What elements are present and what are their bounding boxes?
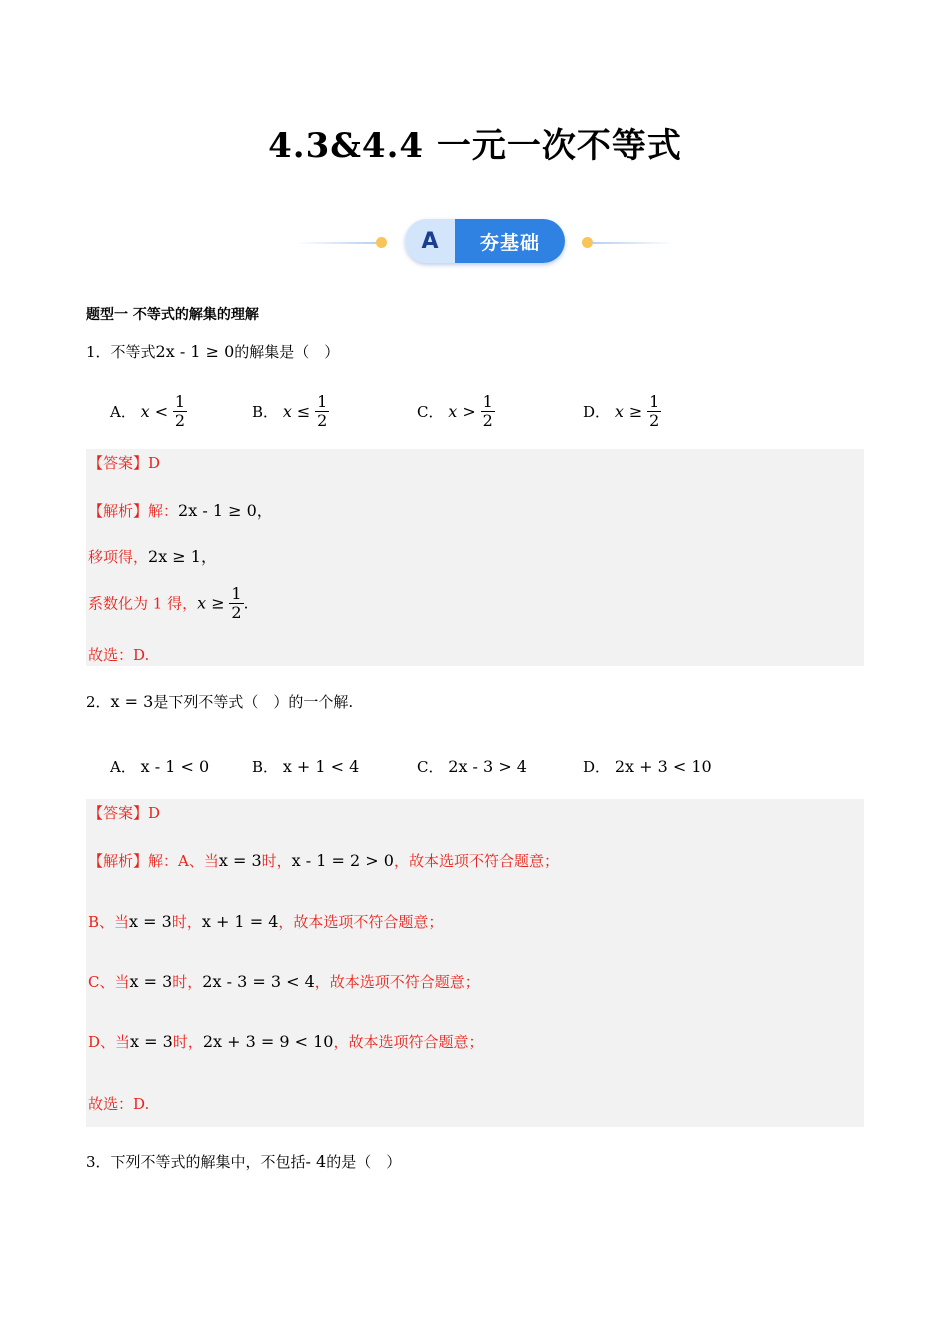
q2-answer-box	[86, 799, 864, 1127]
banner-dot-left	[376, 237, 387, 248]
q2-line-1-mid: 时，	[261, 852, 292, 870]
q2-option-c	[417, 756, 527, 777]
q1-stem-suffix: 的解集是（ ）	[234, 343, 340, 361]
q2-line-2-cond: x = 3	[129, 912, 172, 931]
q2-line-4-mid: 时，	[172, 1033, 203, 1051]
banner-line-right	[592, 242, 674, 244]
section-banner	[405, 219, 565, 263]
q2-option-c-label: C．	[417, 758, 444, 776]
q1-option-c-rel: x >	[448, 402, 476, 421]
q2-line-1-pre: 解：A、当	[148, 852, 219, 870]
q1-analysis-text-3: 系数化为 1 得，	[88, 594, 198, 613]
q1-analysis-text-2: 移项得，	[88, 548, 149, 566]
q1-option-d-label: D．	[583, 403, 611, 421]
q2-option-b-expr: x + 1 < 4	[282, 757, 360, 776]
frac-den: 2	[174, 411, 186, 430]
q2-line-3-mid: 时，	[172, 973, 203, 991]
frac-num: 1	[317, 392, 328, 411]
q1-analysis-label: 【解析】	[88, 502, 149, 520]
q1-stem-math: 2x - 1 ≥ 0	[155, 342, 235, 361]
q1-option-b-label: B．	[252, 403, 279, 421]
q2-option-d-label: D．	[583, 758, 611, 776]
q3-stem-prefix: 3．下列不等式的解集中，不包括	[86, 1153, 306, 1171]
q2-line-1-cond: x = 3	[218, 851, 262, 870]
q2-option-b	[252, 756, 359, 777]
q1-option-a-rel: x <	[140, 402, 169, 421]
q2-option-d-expr: 2x + 3 < 10	[614, 757, 712, 776]
q2-analysis-line-4	[88, 1032, 484, 1052]
frac-num: 1	[482, 392, 493, 411]
frac-num: 1	[649, 392, 660, 411]
q2-option-b-label: B．	[252, 758, 279, 776]
q1-option-b-fraction	[315, 393, 329, 430]
q1-analysis-text-1: 解：	[148, 502, 179, 520]
q2-line-3-post: ，故本选项不符合题意；	[314, 973, 480, 991]
q2-analysis-label: 【解析】	[88, 852, 149, 870]
q2-stem-math: x = 3	[110, 692, 154, 711]
q1-option-d-rel: x ≥	[614, 402, 643, 421]
q1-option-d-fraction	[647, 393, 661, 430]
q2-conclusion: 故选：D.	[88, 1095, 150, 1113]
q2-line-2-post: ，故本选项不符合题意；	[278, 913, 444, 931]
q1-stem-prefix: 1．不等式	[86, 343, 156, 361]
q2-line-1-post: ，故本选项不符合题意；	[393, 852, 559, 870]
q2-answer: 【答案】D	[88, 804, 161, 822]
q1-option-c	[417, 393, 495, 430]
q2-option-a-label: A．	[110, 758, 136, 776]
q1-analysis-line-2	[88, 547, 217, 567]
q2-stem-suffix: 是下列不等式（ ）的一个解.	[153, 693, 354, 711]
q2-stem	[86, 692, 353, 712]
banner-letter: A	[405, 219, 455, 263]
q1-option-a-fraction	[173, 393, 187, 430]
frac-den: 2	[482, 411, 493, 430]
q2-line-2-expr: x + 1 = 4	[201, 912, 279, 931]
banner-line-left	[296, 242, 378, 244]
q2-line-4-pre: D、当	[88, 1033, 131, 1051]
frac-den: 2	[231, 603, 242, 622]
section-heading: 题型一 不等式的解集的理解	[86, 307, 259, 323]
q2-stem-prefix: 2．	[86, 693, 111, 711]
q2-option-c-expr: 2x - 3 > 4	[448, 757, 527, 776]
q1-analysis-fraction	[229, 585, 243, 622]
q2-option-a	[110, 756, 209, 777]
q1-conclusion: 故选：D.	[88, 646, 150, 664]
q3-stem	[86, 1152, 401, 1172]
frac-den: 2	[649, 411, 660, 430]
q2-analysis-line-2	[88, 912, 443, 932]
q3-stem-suffix: 的是（ ）	[326, 1153, 402, 1171]
q2-line-2-mid: 时，	[171, 913, 202, 931]
q1-analysis-line-1	[88, 501, 273, 521]
q1-analysis-math-2: 2x ≥ 1，	[148, 547, 217, 566]
frac-den: 2	[317, 411, 328, 430]
q1-option-c-label: C．	[417, 403, 444, 421]
q2-analysis-line-3	[88, 972, 480, 992]
q1-option-b	[252, 393, 329, 430]
frac-num: 1	[174, 392, 186, 411]
q1-analysis-line-3	[88, 585, 248, 622]
q2-line-3-pre: C、当	[88, 973, 130, 991]
q2-analysis-line-1	[88, 851, 559, 871]
q1-analysis-end: .	[243, 594, 249, 613]
q1-option-d	[583, 393, 661, 430]
q2-line-2-pre: B、当	[88, 913, 130, 931]
q1-option-b-rel: x ≤	[282, 402, 311, 421]
q1-analysis-math-1: 2x - 1 ≥ 0，	[178, 501, 273, 520]
q2-line-4-post: ，故本选项符合题意；	[333, 1033, 484, 1051]
q3-stem-math: - 4	[305, 1152, 327, 1171]
q2-option-d	[583, 756, 712, 777]
frac-num: 1	[231, 584, 242, 603]
q1-option-a-label: A．	[110, 403, 136, 421]
q1-option-c-fraction	[481, 393, 495, 430]
q2-line-4-cond: x = 3	[130, 1032, 173, 1051]
q1-answer: 【答案】D	[88, 454, 161, 472]
q2-line-4-expr: 2x + 3 = 9 < 10	[202, 1032, 334, 1051]
page-title: 4.3&4.4 一元一次不等式	[268, 126, 682, 166]
q2-line-3-expr: 2x - 3 = 3 < 4	[202, 972, 315, 991]
q1-analysis-math-3: x ≥	[197, 593, 225, 613]
q2-option-a-expr: x - 1 < 0	[140, 757, 210, 776]
q1-option-a	[110, 393, 187, 430]
q2-line-1-expr: x - 1 = 2 > 0	[291, 851, 394, 870]
banner-label: 夯基础	[455, 219, 565, 263]
q1-stem	[86, 342, 339, 362]
q2-line-3-cond: x = 3	[129, 972, 173, 991]
